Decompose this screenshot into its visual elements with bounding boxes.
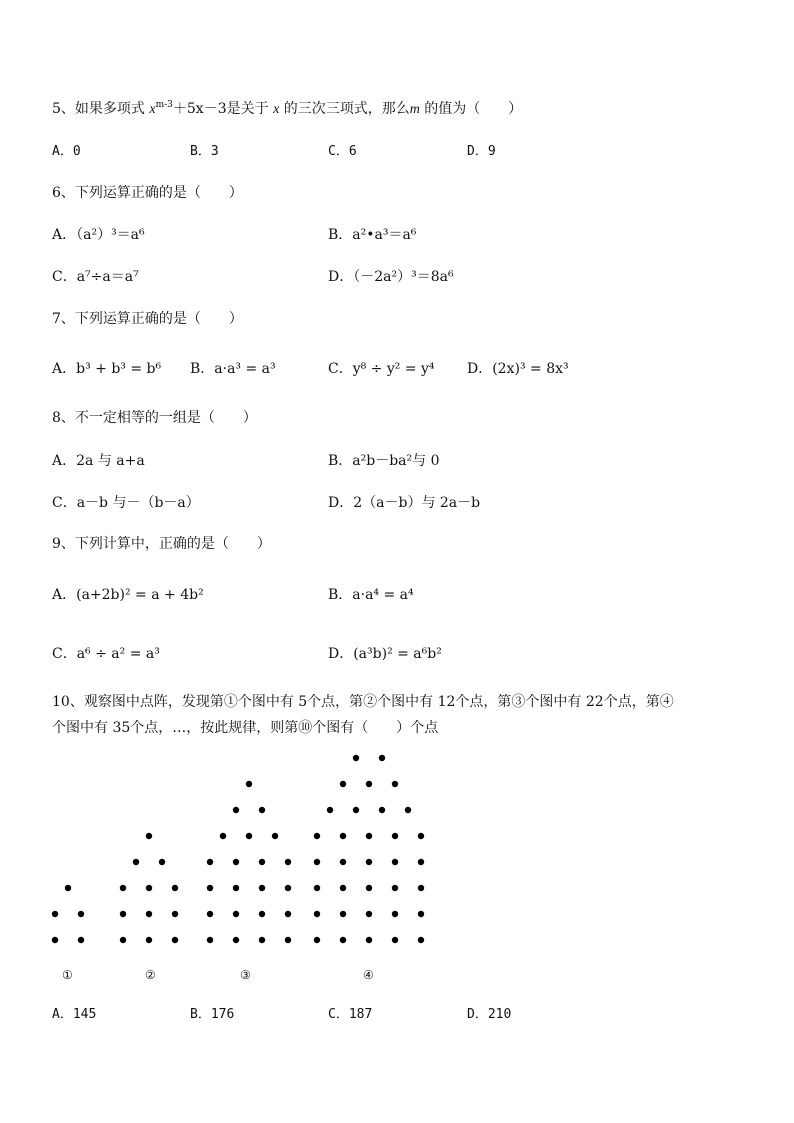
dot [233,885,239,891]
dot [285,911,291,917]
dot [366,859,372,865]
dot [259,885,265,891]
q7-option-a[interactable]: A．b³ + b³ = b⁶ [52,361,162,377]
q5-text: 的三次三项式，那么 [279,101,410,117]
q5-var: x [273,102,280,117]
dot [259,859,265,865]
dot [379,755,385,761]
dot [418,911,424,917]
dot [233,937,239,943]
q5-text: ＋5x－3是关于 [172,101,274,117]
q5-option-a[interactable]: A．0 [52,144,81,159]
dot [78,937,84,943]
dot [392,859,398,865]
dot [392,911,398,917]
q10-option-c[interactable]: C．187 [328,1007,373,1022]
dot [172,885,178,891]
dot [392,833,398,839]
q9-option-a[interactable]: A．(a+2b)² = a + 4b² [52,587,204,603]
q8-option-b[interactable]: B．a²b－ba²与 0 [328,453,440,469]
figure-label-4: ④ [363,968,374,982]
dot [392,885,398,891]
dot [314,911,320,917]
dot [146,885,152,891]
q8-option-c[interactable]: C．a－b 与－（b－a） [52,495,200,511]
q10-option-b[interactable]: B．176 [190,1007,235,1022]
dot [340,781,346,787]
dot [366,885,372,891]
q9-option-c[interactable]: C．a⁶ ÷ a² = a³ [52,646,160,662]
dot [233,807,239,813]
dot [246,781,252,787]
figure-label-1: ① [62,968,73,982]
dot [327,807,333,813]
dot [285,885,291,891]
q8-option-d[interactable]: D．2（a－b）与 2a－b [328,495,481,511]
dot [340,833,346,839]
dot [379,807,385,813]
dot [285,859,291,865]
q10-option-d[interactable]: D．210 [467,1007,512,1022]
dot [392,937,398,943]
dot [233,911,239,917]
question-6-stem: 6、下列运算正确的是（ ） [52,185,243,201]
dot [159,859,165,865]
q7-option-b[interactable]: B．a·a³ = a³ [190,361,276,377]
dot [78,911,84,917]
dot-pattern-figure [0,750,460,950]
dot [405,807,411,813]
dot [259,911,265,917]
dot [133,859,139,865]
dot [340,937,346,943]
dot [207,911,213,917]
dot [207,937,213,943]
dot [220,833,226,839]
q5-var: x [149,102,156,117]
dot [314,885,320,891]
dot [172,911,178,917]
dot [65,885,71,891]
dot [172,937,178,943]
dot [418,937,424,943]
dot [418,885,424,891]
figure-label-3: ③ [240,968,251,982]
dot [120,885,126,891]
question-10-stem-line2: 个图中有 35个点，…，按此规律，则第⑩个图有（ ）个点 [52,720,439,736]
q7-option-c[interactable]: C．y⁸ ÷ y² = y⁴ [328,361,435,377]
question-8-stem: 8、不一定相等的一组是（ ） [52,410,257,426]
dot [233,859,239,865]
dot [366,911,372,917]
dot [392,781,398,787]
q5-option-b[interactable]: B．3 [190,144,219,159]
question-7-stem: 7、下列运算正确的是（ ） [52,311,243,327]
q8-option-a[interactable]: A．2a 与 a+a [52,453,145,469]
q5-var: m [409,102,420,117]
q10-option-a[interactable]: A．145 [52,1007,97,1022]
question-9-stem: 9、下列计算中，正确的是（ ） [52,536,271,552]
dot [366,937,372,943]
q6-option-b[interactable]: B．a²•a³＝a⁶ [328,227,417,243]
dot [272,833,278,839]
q5-text: 5、如果多项式 [52,101,150,117]
dot [52,911,58,917]
dot [259,807,265,813]
dot [314,833,320,839]
q9-option-d[interactable]: D．(a³b)² = a⁶b² [328,646,442,662]
dot [340,885,346,891]
q5-option-d[interactable]: D．9 [467,144,496,159]
question-5-stem [52,99,522,120]
dot [146,937,152,943]
q5-text: 的值为（ ） [419,101,523,117]
dot [52,937,58,943]
q9-option-b[interactable]: B．a·a⁴ = a⁴ [328,587,414,603]
dot [418,833,424,839]
q6-option-a[interactable]: A．（a²）³＝a⁶ [52,227,145,243]
q5-option-c[interactable]: C．6 [328,144,357,159]
dot [246,833,252,839]
figure-label-2: ② [145,968,156,982]
dot [207,885,213,891]
dot [340,911,346,917]
dot [340,859,346,865]
q6-option-c[interactable]: C．a⁷÷a＝a⁷ [52,269,139,285]
dot [259,937,265,943]
dot [353,755,359,761]
dot [120,911,126,917]
dot [146,911,152,917]
question-10-stem-line1: 10、观察图中点阵，发现第①个图中有 5个点，第②个图中有 12个点，第③个图中有 22个点，第④ [52,694,674,710]
q5-exponent: m-3 [155,100,173,110]
dot [285,937,291,943]
dot [366,833,372,839]
dot [366,781,372,787]
q7-option-d[interactable]: D．(2x)³ = 8x³ [467,361,569,377]
dot [314,859,320,865]
dot [418,859,424,865]
dot [353,807,359,813]
dot [146,833,152,839]
dot [314,937,320,943]
dot [207,859,213,865]
dot [120,937,126,943]
q6-option-d[interactable]: D．（－2a²）³＝8a⁶ [328,269,454,285]
